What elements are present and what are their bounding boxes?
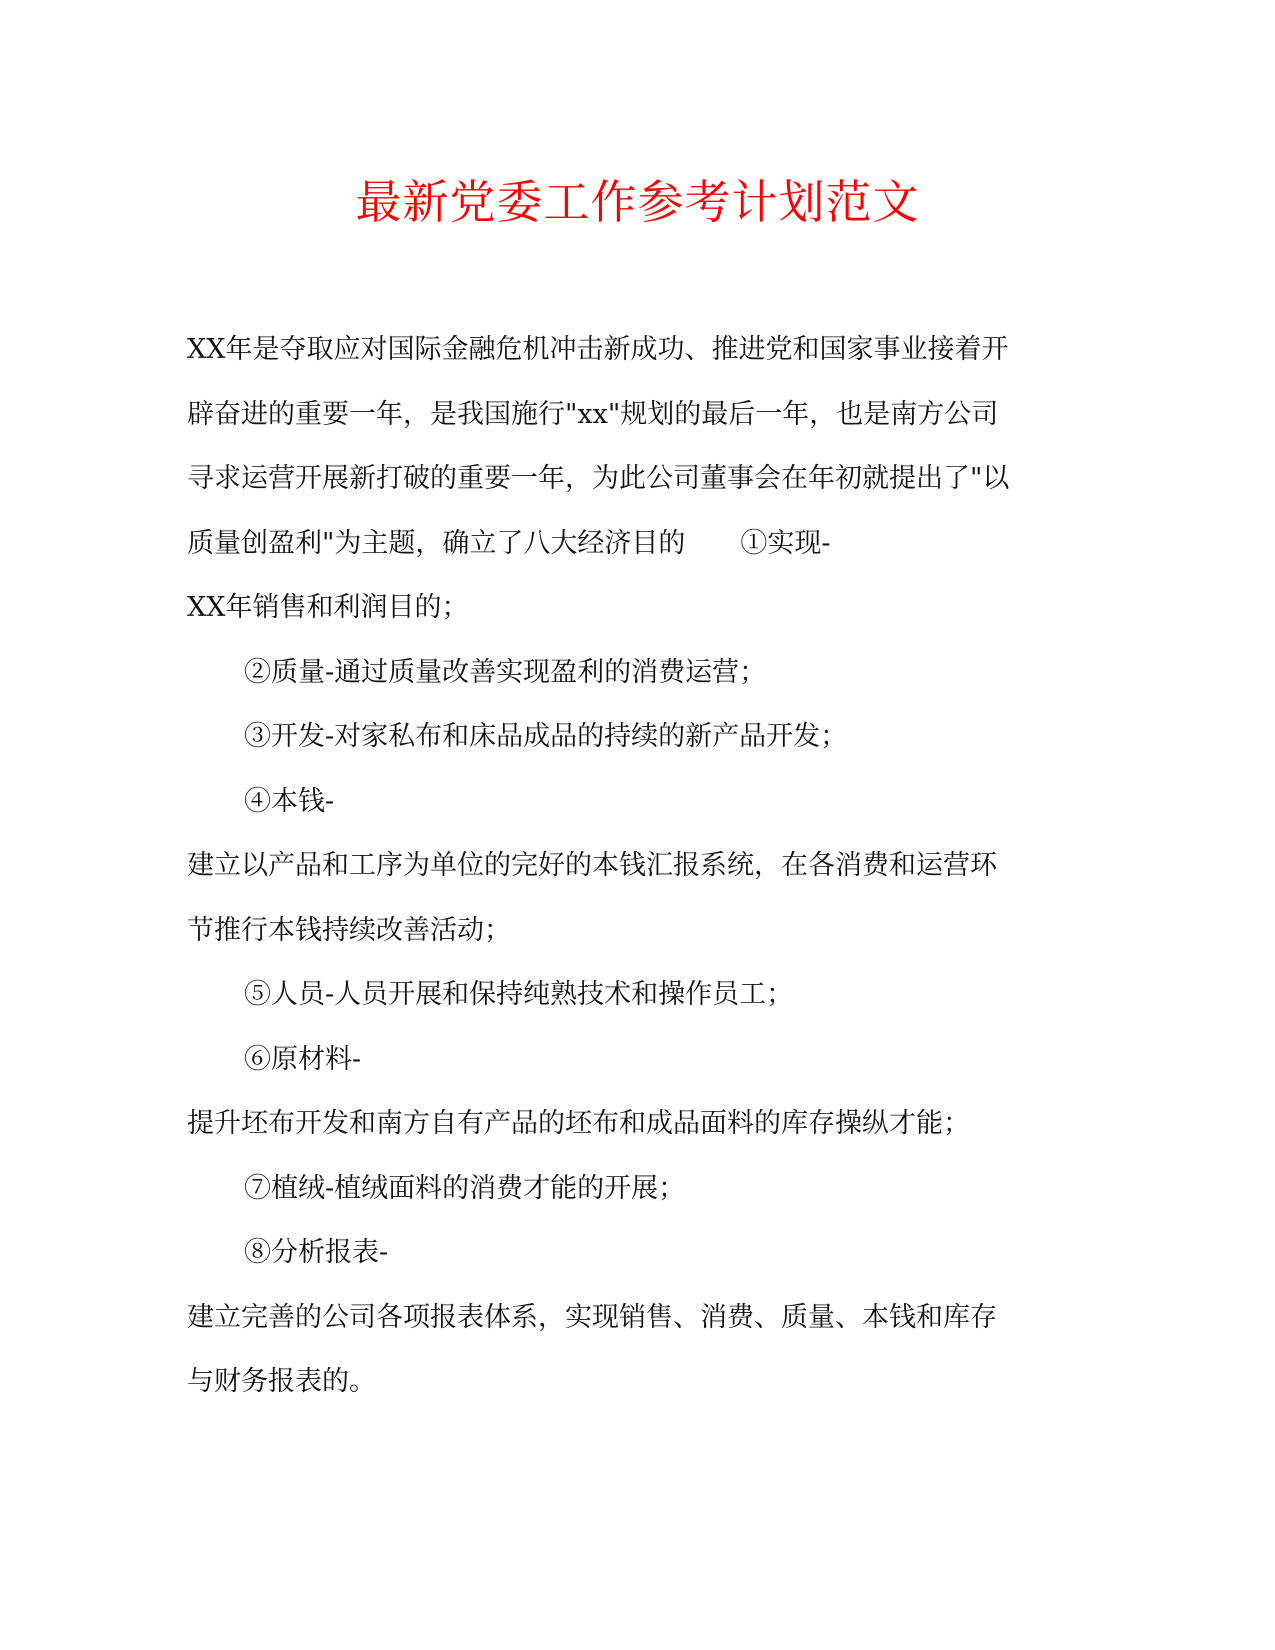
- paragraph-line: 节推行本钱持续改善活动；: [187, 914, 511, 946]
- paragraph-fragment: 质量创盈利"为主题，确立了八大经济目的: [187, 527, 686, 559]
- document-body: [187, 318, 1087, 1415]
- goal-item-3: ③开发-对家私布和床品成品的持续的新产品开发；: [244, 721, 848, 752]
- goal-item-7: ⑦植绒-植绒面料的消费才能的开展；: [244, 1172, 686, 1204]
- paragraph-line: 辟奋进的重要一年，是我国施行"xx"规划的最后一年，也是南方公司: [187, 398, 999, 430]
- goal-item-4-label: ④本钱-: [244, 785, 335, 817]
- document-title: 最新党委工作参考计划范文: [355, 175, 920, 229]
- goal-item-1-label: ①实现-: [740, 527, 831, 559]
- paragraph-line: 建立完善的公司各项报表体系，实现销售、消费、质量、本钱和库存: [187, 1301, 997, 1333]
- paragraph-line: 提升坯布开发和南方自有产品的坯布和成品面料的库存操纵才能；: [187, 1108, 970, 1139]
- paragraph-line: [187, 512, 1087, 577]
- goal-item-5: ⑤人员-人员开展和保持纯熟技术和操作员工；: [244, 979, 794, 1010]
- goal-item-8-label: ⑧分析报表-: [244, 1237, 389, 1268]
- paragraph-line: XX年销售和利润目的；: [187, 592, 469, 623]
- paragraph-line: XX年是夺取应对国际金融危机冲击新成功、推进党和国家事业接着开: [187, 334, 1009, 365]
- paragraph-line: 建立以产品和工序为单位的完好的本钱汇报系统，在各消费和运营环: [187, 850, 997, 881]
- goal-item-2: ②质量-通过质量改善实现盈利的消费运营；: [244, 656, 767, 688]
- paragraph-line: 与财务报表的。: [187, 1366, 376, 1397]
- goal-item-6-label: ⑥原材料-: [244, 1043, 362, 1075]
- paragraph-line: 寻求运营开展新打破的重要一年，为此公司董事会在年初就提出了"以: [187, 463, 1010, 494]
